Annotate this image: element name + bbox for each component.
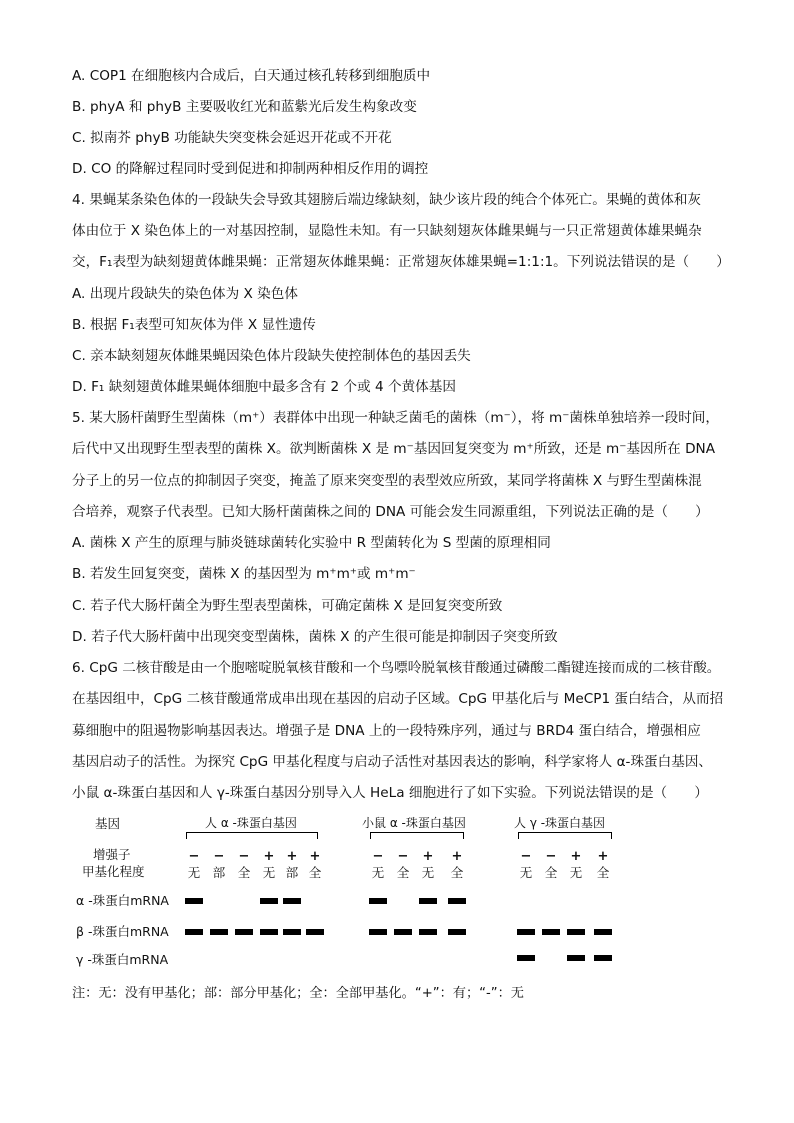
- group-human-gamma-title: 人 γ -珠蛋白基因: [514, 816, 606, 830]
- human-alpha-lane-1-enhancer-sign: −: [188, 849, 200, 864]
- q5-stem-line-1: 5. 某大肠杆菌野生型菌株（m⁺）表群体中出现一种缺乏菌毛的菌株（m⁻），将 m⁻菌株单独培养一段时间，: [72, 410, 719, 426]
- human-gamma-lane-2-enhancer-sign: −: [545, 849, 557, 864]
- human-alpha-lane-1-beta-band: [185, 929, 203, 935]
- human-gamma-lane-3-methylation-level: 无: [569, 865, 583, 880]
- group-human-alpha-title: 人 α -珠蛋白基因: [205, 816, 297, 830]
- human-alpha-lane-5-beta-band: [283, 929, 301, 935]
- q5-option-c: C. 若子代大肠杆菌全为野生型表型菌株，可确定菌株 X 是回复突变所致: [72, 598, 503, 614]
- human-alpha-lane-4-alpha-band: [260, 898, 278, 904]
- group-human-gamma-bracket: [518, 832, 612, 839]
- mouse-alpha-lane-4-alpha-band: [448, 898, 466, 904]
- enhancer-row-label: 增强子: [93, 847, 131, 862]
- q5-stem-line-4: 合培养，观察子代表型。已知大肠杆菌菌株之间的 DNA 可能会发生同源重组，下列说法正确的是（ ）: [72, 504, 709, 520]
- human-alpha-lane-3-methylation-level: 全: [237, 865, 251, 880]
- human-alpha-lane-5-methylation-level: 部: [285, 865, 299, 880]
- mouse-alpha-lane-4-beta-band: [448, 929, 466, 935]
- q3-option-d: D. CO 的降解过程同时受到促进和抑制两种相反作用的调控: [72, 161, 429, 177]
- q5-stem-line-3: 分子上的另一位点的抑制因子突变，掩盖了原来突变型的表型效应所致，某同学将菌株 X 与野生型菌株混: [72, 473, 702, 489]
- q4-option-c: C. 亲本缺刻翅灰体雌果蝇因染色体片段缺失使控制体色的基因丢失: [72, 348, 471, 364]
- human-gamma-lane-2-beta-band: [542, 929, 560, 935]
- q6-stem-line-4: 基因启动子的活性。为探究 CpG 甲基化程度与启动子活性对基因表达的影响，科学家将人 α-珠蛋白基因、: [72, 754, 713, 770]
- gene-label: 基因: [95, 816, 121, 831]
- human-gamma-lane-1-methylation-level: 无: [519, 865, 533, 880]
- human-alpha-lane-6-beta-band: [306, 929, 324, 935]
- group-mouse-alpha-title: 小鼠 α -珠蛋白基因: [362, 816, 466, 830]
- human-alpha-lane-2-methylation-level: 部: [212, 865, 226, 880]
- mouse-alpha-lane-1-enhancer-sign: −: [372, 849, 384, 864]
- human-alpha-lane-1-methylation-level: 无: [187, 865, 201, 880]
- q4-stem-line-1: 4. 果蝇某条染色体的一段缺失会导致其翅膀后端边缘缺刻，缺少该片段的纯合个体死亡。果蝇的黄体和灰: [72, 192, 702, 208]
- mouse-alpha-lane-1-methylation-level: 无: [371, 865, 385, 880]
- figure-note: 注：无：没有甲基化；部：部分甲基化；全：全部甲基化。“+”：有；“-”：无: [72, 986, 524, 1001]
- human-alpha-lane-6-enhancer-sign: +: [309, 849, 321, 864]
- mouse-alpha-lane-4-enhancer-sign: +: [451, 849, 463, 864]
- q4-option-b: B. 根据 F₁表型可知灰体为伴 X 显性遗传: [72, 317, 316, 333]
- human-alpha-lane-3-beta-band: [235, 929, 253, 935]
- human-gamma-lane-4-beta-band: [594, 929, 612, 935]
- gamma-mrna-row-label: γ -珠蛋白mRNA: [76, 952, 169, 967]
- human-gamma-lane-1-gamma-band: [517, 955, 535, 961]
- q3-option-a: A. COP1 在细胞核内合成后，白天通过核孔转移到细胞质中: [72, 68, 431, 84]
- human-gamma-lane-4-gamma-band: [594, 955, 612, 961]
- mouse-alpha-lane-3-alpha-band: [419, 898, 437, 904]
- mouse-alpha-lane-1-alpha-band: [369, 898, 387, 904]
- human-gamma-lane-3-beta-band: [567, 929, 585, 935]
- human-alpha-lane-2-enhancer-sign: −: [213, 849, 225, 864]
- q4-option-a: A. 出现片段缺失的染色体为 X 染色体: [72, 286, 298, 302]
- human-alpha-lane-2-beta-band: [210, 929, 228, 935]
- mouse-alpha-lane-1-beta-band: [369, 929, 387, 935]
- human-gamma-lane-4-methylation-level: 全: [596, 865, 610, 880]
- mouse-alpha-lane-4-methylation-level: 全: [450, 865, 464, 880]
- q6-stem-line-5: 小鼠 α-珠蛋白基因和人 γ-珠蛋白基因分别导入人 HeLa 细胞进行了如下实验。下列说法错误的是（ ）: [72, 785, 708, 801]
- human-alpha-lane-4-enhancer-sign: +: [263, 849, 275, 864]
- human-alpha-lane-5-alpha-band: [283, 898, 301, 904]
- human-alpha-lane-4-methylation-level: 无: [262, 865, 276, 880]
- mouse-alpha-lane-3-methylation-level: 无: [421, 865, 435, 880]
- human-gamma-lane-3-gamma-band: [567, 955, 585, 961]
- human-gamma-lane-3-enhancer-sign: +: [570, 849, 582, 864]
- human-alpha-lane-4-beta-band: [260, 929, 278, 935]
- q6-stem-line-2: 在基因组中，CpG 二核苷酸通常成串出现在基因的启动子区域。CpG 甲基化后与 MeCP1 蛋白结合，从而招: [72, 691, 724, 707]
- human-gamma-lane-1-beta-band: [517, 929, 535, 935]
- human-alpha-lane-3-enhancer-sign: −: [238, 849, 250, 864]
- q5-option-b: B. 若发生回复突变，菌株 X 的基因型为 m⁺m⁺或 m⁺m⁻: [72, 566, 416, 582]
- alpha-mrna-row-label: α -珠蛋白mRNA: [76, 893, 169, 908]
- q3-option-b: B. phyA 和 phyB 主要吸收红光和蓝紫光后发生构象改变: [72, 99, 417, 115]
- q4-stem-line-2: 体由位于 X 染色体上的一对基因控制，显隐性未知。有一只缺刻翅灰体雌果蝇与一只正常翅黄体雄果蝇杂: [72, 223, 702, 239]
- human-gamma-lane-4-enhancer-sign: +: [597, 849, 609, 864]
- human-alpha-lane-1-alpha-band: [185, 898, 203, 904]
- methylation-row-label: 甲基化程度: [82, 864, 145, 879]
- q4-option-d: D. F₁ 缺刻翅黄体雌果蝇体细胞中最多含有 2 个或 4 个黄体基因: [72, 379, 456, 395]
- q6-stem-line-3: 募细胞中的阻遏物影响基因表达。增强子是 DNA 上的一段特殊序列，通过与 BRD4 蛋白结合，增强相应: [72, 723, 701, 739]
- mouse-alpha-lane-2-beta-band: [394, 929, 412, 935]
- q5-option-a: A. 菌株 X 产生的原理与肺炎链球菌转化实验中 R 型菌转化为 S 型菌的原理相同: [72, 535, 551, 551]
- beta-mrna-row-label: β -珠蛋白mRNA: [76, 924, 169, 939]
- human-gamma-lane-1-enhancer-sign: −: [520, 849, 532, 864]
- mouse-alpha-lane-3-enhancer-sign: +: [422, 849, 434, 864]
- group-mouse-alpha-bracket: [370, 832, 464, 839]
- q3-option-c: C. 拟南芥 phyB 功能缺失突变株会延迟开花或不开花: [72, 130, 392, 146]
- q5-stem-line-2: 后代中又出现野生型表型的菌株 X。欲判断菌株 X 是 m⁻基因回复突变为 m⁺所致，还是 m⁻基因所在 DNA: [72, 441, 716, 457]
- mouse-alpha-lane-2-methylation-level: 全: [396, 865, 410, 880]
- mouse-alpha-lane-2-enhancer-sign: −: [397, 849, 409, 864]
- human-gamma-lane-2-methylation-level: 全: [544, 865, 558, 880]
- q5-option-d: D. 若子代大肠杆菌中出现突变型菌株，菌株 X 的产生很可能是抑制因子突变所致: [72, 629, 558, 645]
- group-human-alpha-bracket: [186, 832, 318, 839]
- q4-stem-line-3: 交，F₁表型为缺刻翅黄体雌果蝇：正常翅灰体雌果蝇：正常翅灰体雄果蝇=1:1:1。下列说法错误的是（ ）: [72, 254, 730, 270]
- q6-stem-line-1: 6. CpG 二核苷酸是由一个胞嘧啶脱氧核苷酸和一个鸟嘌呤脱氧核苷酸通过磷酸二酯键连接而成的二核苷酸。: [72, 660, 721, 676]
- human-alpha-lane-5-enhancer-sign: +: [286, 849, 298, 864]
- mouse-alpha-lane-3-beta-band: [419, 929, 437, 935]
- human-alpha-lane-6-methylation-level: 全: [308, 865, 322, 880]
